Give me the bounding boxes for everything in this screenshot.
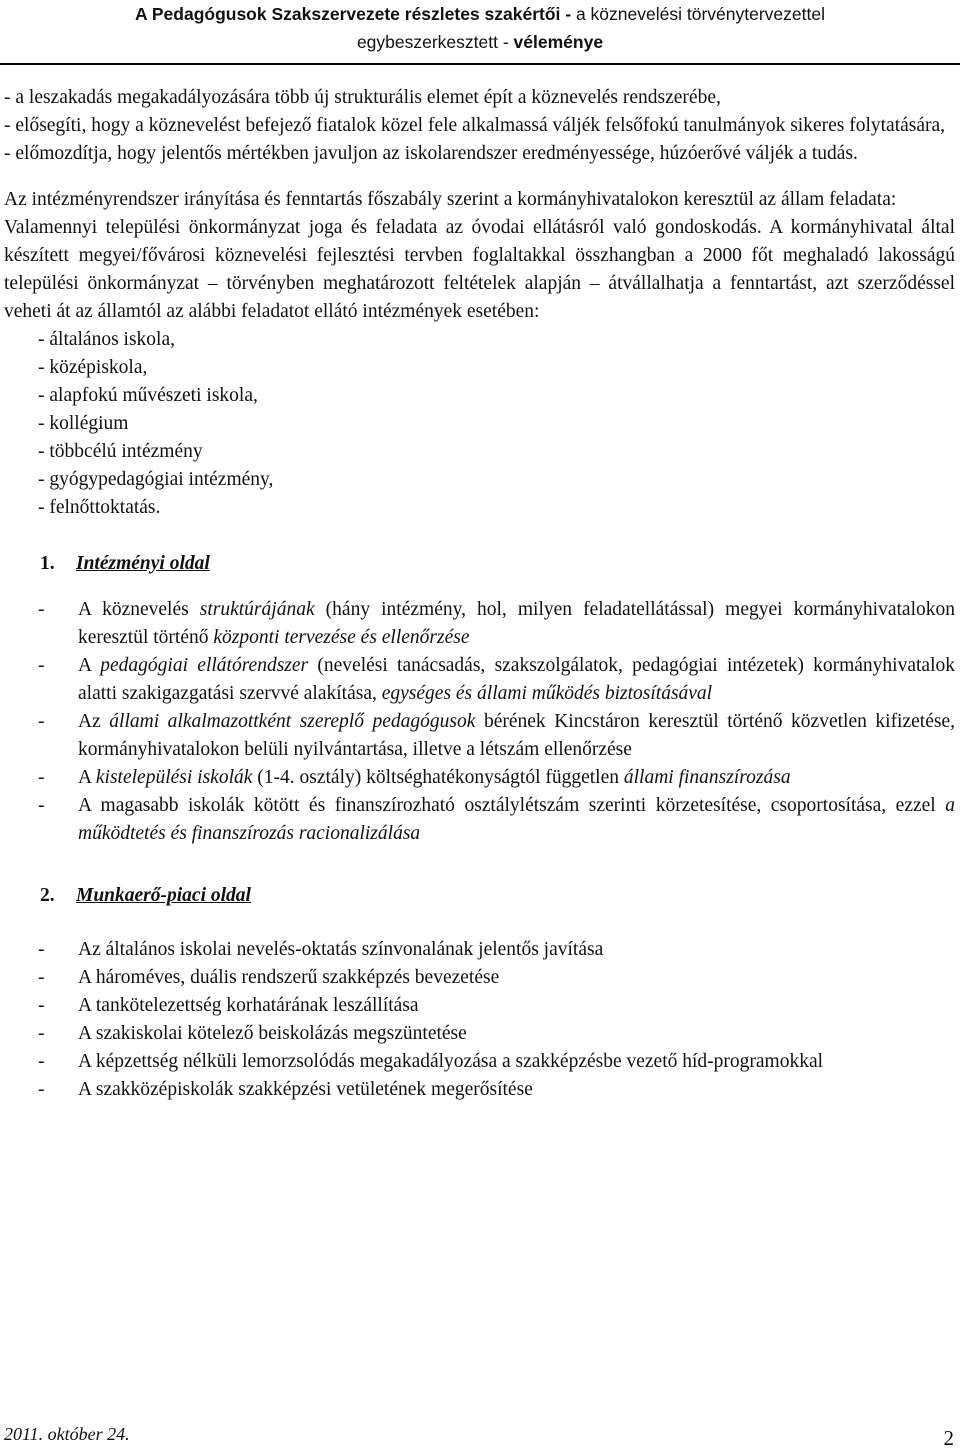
list-item: - gyógypedagógiai intézmény,: [38, 469, 274, 490]
spacer: [4, 168, 955, 186]
footer-date: 2011. október 24.: [4, 1424, 130, 1444]
spacer: [4, 522, 955, 550]
header-line-2: [0, 28, 960, 56]
institution-list: [4, 326, 955, 522]
section-2-item: - A tankötelezettség korhatárának leszállítása: [38, 995, 419, 1016]
section-1-title: Intézményi oldal: [76, 553, 210, 574]
section-1-item: - A pedagógiai ellátórendszer (nevelési tanácsadás, szakszolgálatok, pedagógiai intézetek) kormányhivatalok alatti szakigazgatási szervvé alakítása, egységes és állami működés biztosításával: [38, 655, 955, 704]
header-line2-normal: egybeszerkesztett -: [356, 32, 514, 52]
list-item: - általános iskola,: [38, 329, 176, 350]
intro-line-1: - a leszakadás megakadályozására több új strukturális elemet épít a köznevelés rendszerébe,: [4, 87, 721, 108]
section-2-heading: [4, 882, 955, 910]
spacer: [4, 910, 955, 936]
section-1-heading: [4, 550, 955, 578]
header-divider: [0, 63, 960, 65]
page-header: [0, 0, 960, 62]
paragraph-municipalities: Valamennyi települési önkormányzat joga és feladata az óvodai ellátásról való gondoskodás. A kormányhivatal által készített megyei/fővárosi köznevelési fejlesztési tervben foglaltakkal összhangban a 2000 főt meghaladó lakosságú települési önkormányzat – törvényben meghatározott feltételek alapján – átvállalhatja a fenntartást, azt szerződéssel veheti át az államtól az alábbi feladatot ellátó intézmények esetében:: [4, 217, 955, 322]
section-2-item: - A szakiskolai kötelező beiskolázás megszüntetése: [38, 1023, 467, 1044]
section-2-item: - A szakközépiskolák szakképzési vetületének megerősítése: [38, 1079, 533, 1100]
intro-line-3: - előmozdítja, hogy jelentős mértékben javuljon az iskolarendszer eredményessége, húzóerővé váljék a tudás.: [4, 143, 858, 164]
header-normal: a köznevelési törvénytervezettel: [571, 4, 825, 24]
list-item: - alapfokú művészeti iskola,: [38, 385, 258, 406]
page-number: 2: [943, 1426, 954, 1450]
section-2-item: - A képzettség nélküli lemorzsolódás megakadályozása a szakképzésbe vezető híd-programokkal: [38, 1051, 824, 1072]
list-item: - felnőttoktatás.: [38, 497, 161, 518]
list-item: - középiskola,: [38, 357, 148, 378]
list-item: - többcélú intézmény: [38, 441, 203, 462]
section-2-item: - A hároméves, duális rendszerű szakképzés bevezetése: [38, 967, 500, 988]
spacer: [4, 578, 955, 596]
section-1-item: - A magasabb iskolák kötött és finanszírozható osztálylétszám szerinti körzetesítése, csoportosítása, ezzel a működtetés és finanszírozás racionalizálása: [38, 795, 955, 844]
section-1-item: - A kistelepülési iskolák (1-4. osztály) költséghatékonyságtól független állami finanszírozása: [38, 767, 791, 788]
header-line2-bold: véleménye: [513, 32, 604, 52]
section-2-item: - Az általános iskolai nevelés-oktatás színvonalának jelentős javítása: [38, 939, 604, 960]
document-body: [4, 84, 955, 1104]
paragraph-governance: Az intézményrendszer irányítása és fenntartás főszabály szerint a kormányhivatalokon keresztül az állam feladata:: [4, 189, 897, 210]
header-bold: A Pedagógusok Szakszervezete részletes szakértői -: [135, 4, 572, 24]
header-line-1: [0, 0, 960, 28]
section-1-item: - A köznevelés struktúrájának (hány intézmény, hol, milyen feladatellátással) megyei kormányhivatalokon keresztül történő központi tervezése és ellenőrzése: [38, 599, 955, 648]
section-1-item: - Az állami alkalmazottként szereplő pedagógusok bérének Kincstáron keresztül történő közvetlen kifizetése, kormányhivatalokon belüli nyilvántartása, illetve a létszám ellenőrzése: [38, 711, 955, 760]
list-item: - kollégium: [38, 413, 129, 434]
section-1-number: 1.: [40, 553, 55, 574]
section-2-number: 2.: [40, 885, 55, 906]
intro-line-2: - elősegíti, hogy a köznevelést befejező fiatalok közel fele alkalmassá váljék felsőfokú tanulmányok sikeres folytatására,: [4, 115, 946, 136]
section-2-title: Munkaerő-piaci oldal: [76, 885, 251, 906]
spacer: [4, 848, 955, 882]
